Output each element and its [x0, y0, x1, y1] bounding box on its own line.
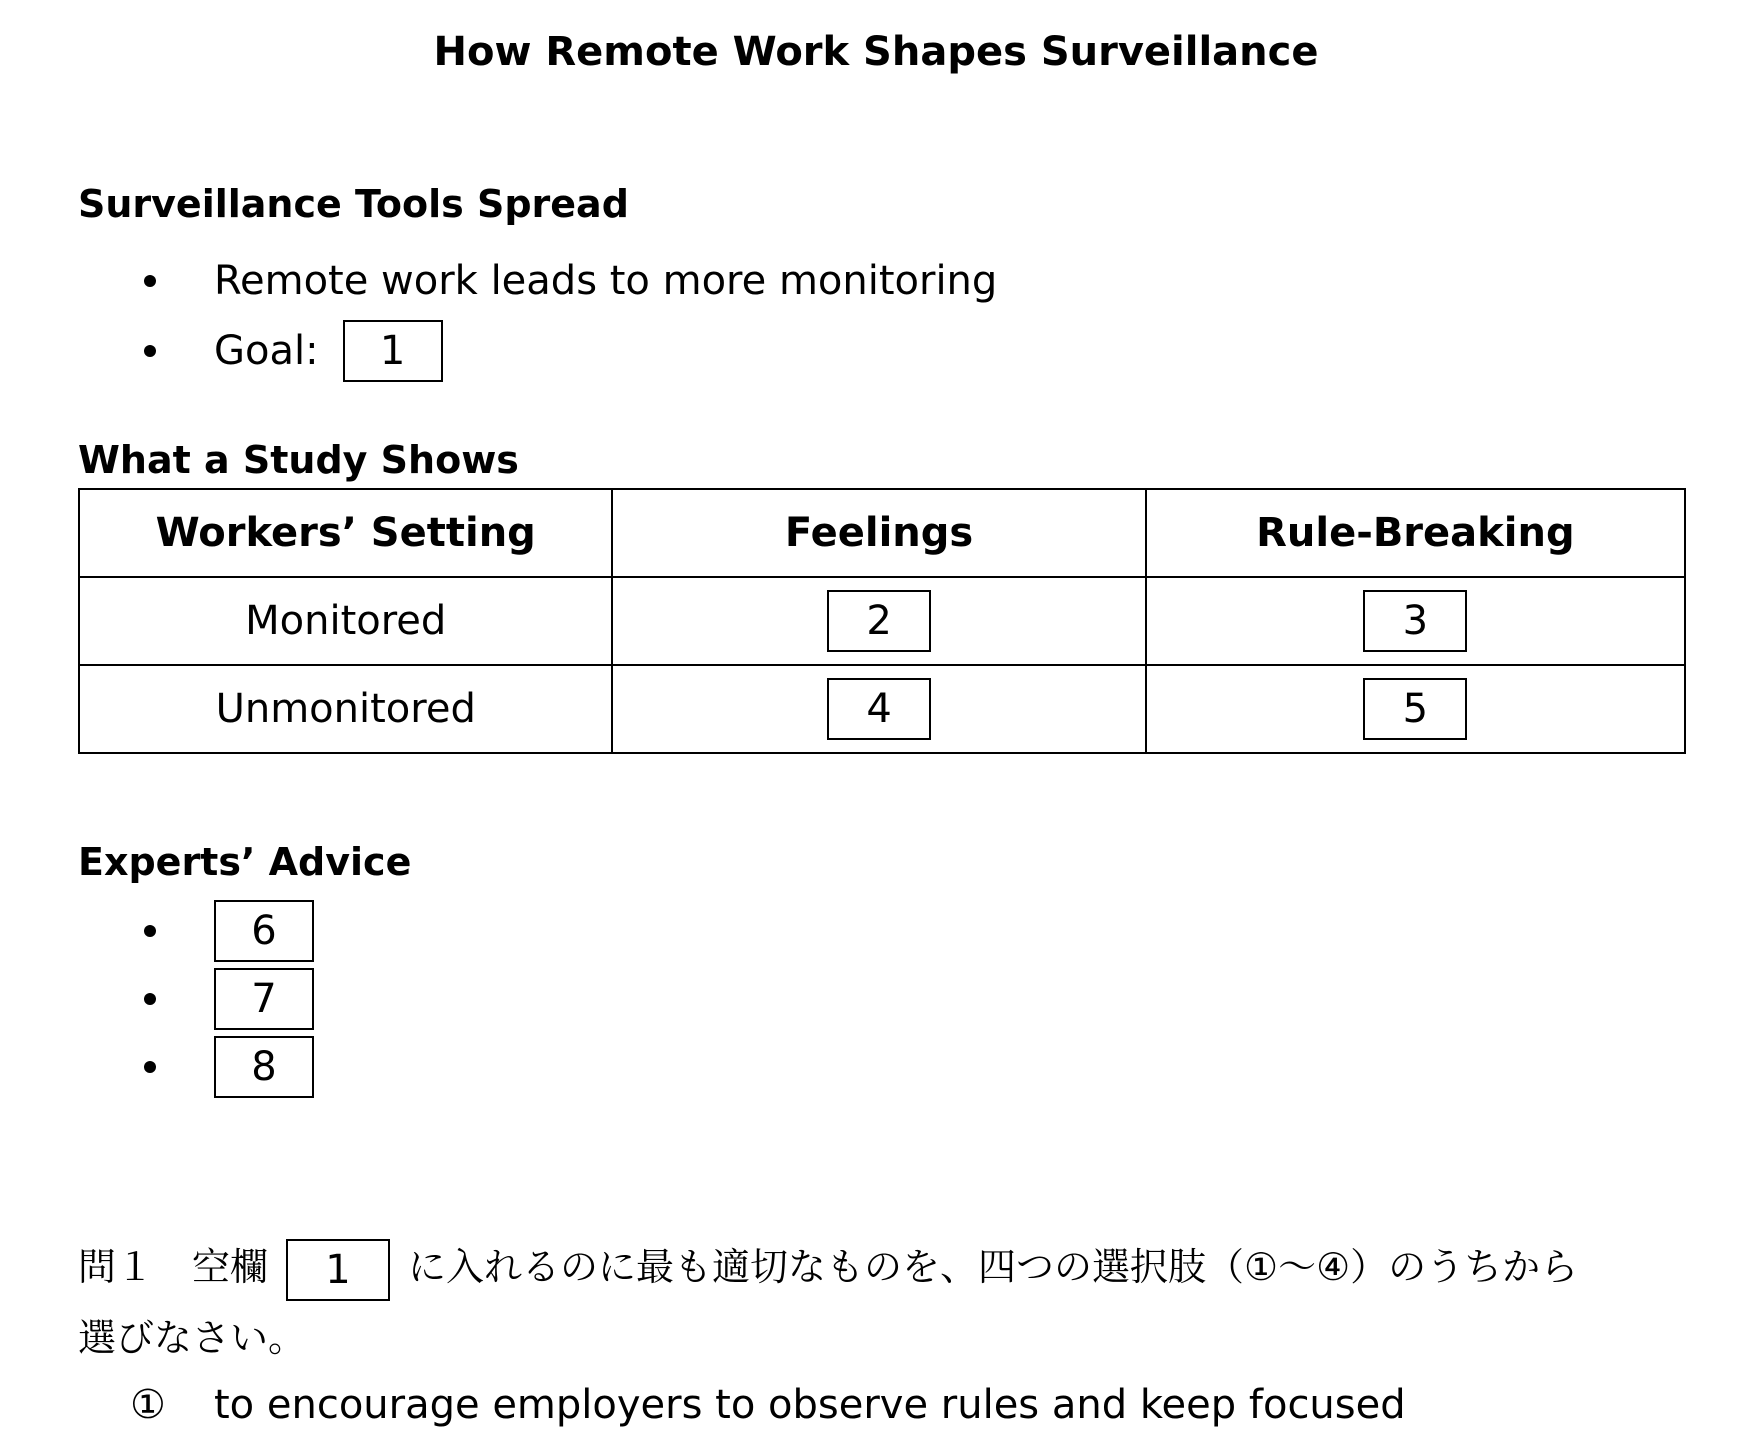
question-instruction-line2: 選びなさい。	[78, 1316, 307, 1360]
answer-blank-2: 2	[827, 590, 931, 652]
setting-cell: Monitored	[79, 577, 612, 665]
bullet-icon	[144, 275, 156, 287]
bullet-icon	[144, 345, 156, 357]
answer-blank-6: 6	[214, 900, 314, 962]
column-header-rule-breaking: Rule-Breaking	[1146, 489, 1685, 577]
list-item	[144, 966, 314, 1032]
bullet-icon	[144, 993, 156, 1005]
feelings-cell	[612, 577, 1145, 665]
question-blank: 1	[286, 1239, 390, 1301]
setting-cell: Unmonitored	[79, 665, 612, 753]
column-header-setting: Workers’ Setting	[79, 489, 612, 577]
goal-label: Goal:	[214, 328, 319, 374]
option-text: to encourage employers to observe rules and keep focused	[214, 1382, 1406, 1428]
section-heading-advice: Experts’ Advice	[78, 840, 412, 884]
bullet-text: Remote work leads to more monitoring	[214, 258, 998, 304]
answer-option-1[interactable]	[130, 1376, 1406, 1434]
bullet-icon	[144, 1061, 156, 1073]
answer-blank-8: 8	[214, 1036, 314, 1098]
table-header-row	[79, 489, 1685, 577]
question-prefix: 問１ 空欄	[78, 1245, 269, 1289]
option-number: ①	[130, 1382, 166, 1428]
list-item	[144, 248, 997, 314]
bullet-icon	[144, 925, 156, 937]
answer-blank-5: 5	[1363, 678, 1467, 740]
answer-blank-3: 3	[1363, 590, 1467, 652]
study-table	[78, 488, 1686, 754]
table-row	[79, 665, 1685, 753]
list-item	[144, 318, 443, 384]
section-heading-study: What a Study Shows	[78, 438, 519, 482]
question-instruction: に入れるのに最も適切なものを、四つの選択肢（①～④）のうちから	[408, 1245, 1579, 1289]
section-heading-tools: Surveillance Tools Spread	[78, 182, 629, 226]
feelings-cell	[612, 665, 1145, 753]
question-1	[78, 1232, 1578, 1302]
rule-breaking-cell	[1146, 577, 1685, 665]
column-header-feelings: Feelings	[612, 489, 1145, 577]
list-item	[144, 898, 314, 964]
table-row	[79, 577, 1685, 665]
page-title: How Remote Work Shapes Surveillance	[433, 29, 1319, 75]
answer-blank-1: 1	[343, 320, 443, 382]
list-item	[144, 1034, 314, 1100]
answer-blank-4: 4	[827, 678, 931, 740]
answer-blank-7: 7	[214, 968, 314, 1030]
rule-breaking-cell	[1146, 665, 1685, 753]
